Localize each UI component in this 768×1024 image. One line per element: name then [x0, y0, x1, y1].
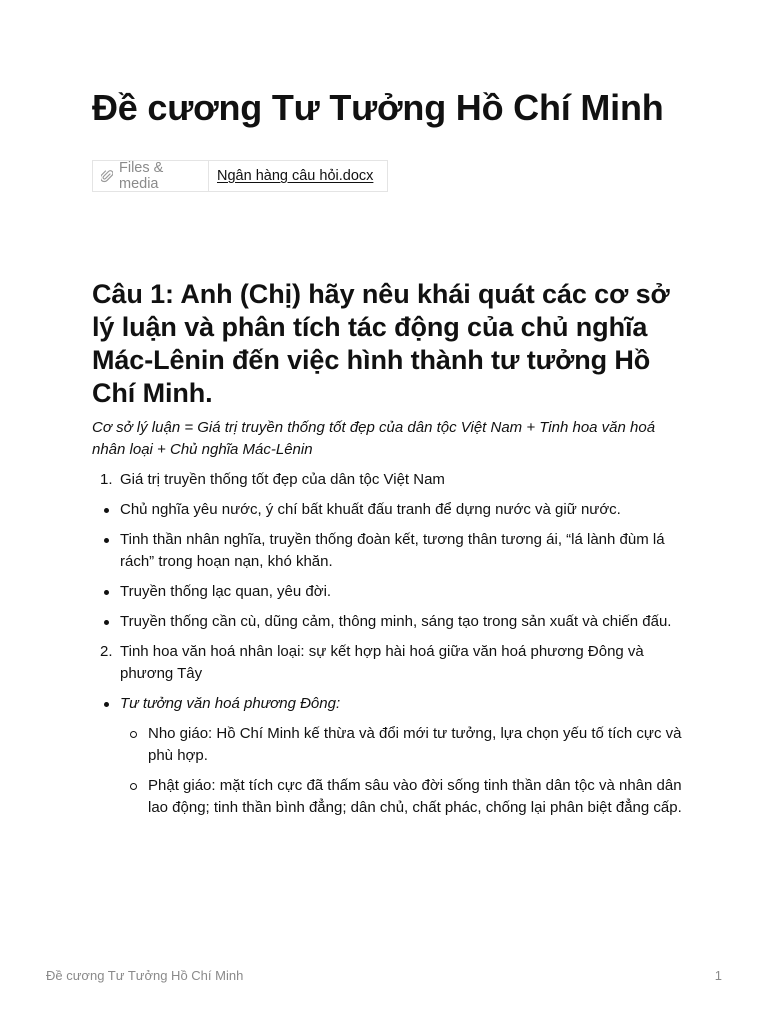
item-text: Chủ nghĩa yêu nước, ý chí bất khuất đấu tranh để dựng nước và giữ nước. [120, 501, 621, 518]
item-text: Giá trị truyền thống tốt đẹp của dân tộc Việt Nam [120, 471, 445, 488]
sub-list-item [92, 723, 692, 767]
item-number: 2. [100, 643, 113, 660]
property-label [93, 161, 209, 191]
list-item [92, 499, 692, 521]
list-item [92, 693, 692, 715]
intro-text: Cơ sở lý luận = Giá trị truyền thống tốt đẹp của dân tộc Việt Nam + Tinh hoa văn hoá nhân loại + Chủ nghĩa Mác-Lênin [92, 419, 656, 458]
circle-bullet-icon [130, 783, 137, 790]
numbered-item [92, 469, 692, 491]
bullet-icon [104, 590, 109, 595]
sub-list-item [92, 775, 692, 819]
property-label-text: Files & media [119, 160, 164, 192]
file-property-row [92, 160, 388, 192]
item-text: Tư tưởng văn hoá phương Đông: [120, 695, 341, 712]
page-footer [46, 968, 722, 983]
page-title: Đề cương Tư Tưởng Hồ Chí Minh [92, 87, 664, 128]
item-number: 1. [100, 471, 113, 488]
numbered-item [92, 641, 692, 685]
paperclip-icon [101, 169, 113, 183]
list-item [92, 529, 692, 573]
list-item [92, 581, 692, 603]
content-list [92, 469, 692, 819]
bullet-icon [104, 702, 109, 707]
item-text: Truyền thống lạc quan, yêu đời. [120, 583, 332, 600]
item-text: Tinh hoa văn hoá nhân loại: sự kết hợp hài hoá giữa văn hoá phương Đông và phương Tây [120, 643, 644, 682]
bullet-icon [104, 508, 109, 513]
list-item [92, 611, 692, 633]
question-heading: Câu 1: Anh (Chị) hãy nêu khái quát các cơ sở lý luận và phân tích tác động của chủ nghĩa Mác-Lênin đến việc hình thành tư tưởng Hồ Chí Minh. [92, 279, 670, 408]
attachment-link[interactable]: Ngân hàng câu hỏi.docx [217, 168, 374, 184]
item-text: Tinh thần nhân nghĩa, truyền thống đoàn kết, tương thân tương ái, “lá lành đùm lá rách” trong hoạn nạn, khó khăn. [120, 531, 665, 570]
item-text: Nho giáo: Hồ Chí Minh kế thừa và đổi mới tư tưởng, lựa chọn yếu tố tích cực và phù hợp. [148, 725, 682, 764]
item-text: Truyền thống cần cù, dũng cảm, thông minh, sáng tạo trong sản xuất và chiến đấu. [120, 613, 672, 630]
page-number: 1 [714, 968, 722, 983]
bullet-icon [104, 538, 109, 543]
item-text: Phật giáo: mặt tích cực đã thấm sâu vào đời sống tinh thần dân tộc và nhân dân lao động; tinh thần bình đẳng; dân chủ, chất phác, chống lại phân biệt đẳng cấp. [148, 777, 682, 816]
bullet-icon [104, 620, 109, 625]
page-content [92, 86, 692, 819]
circle-bullet-icon [130, 731, 137, 738]
footer-title: Đề cương Tư Tưởng Hồ Chí Minh [46, 968, 244, 983]
